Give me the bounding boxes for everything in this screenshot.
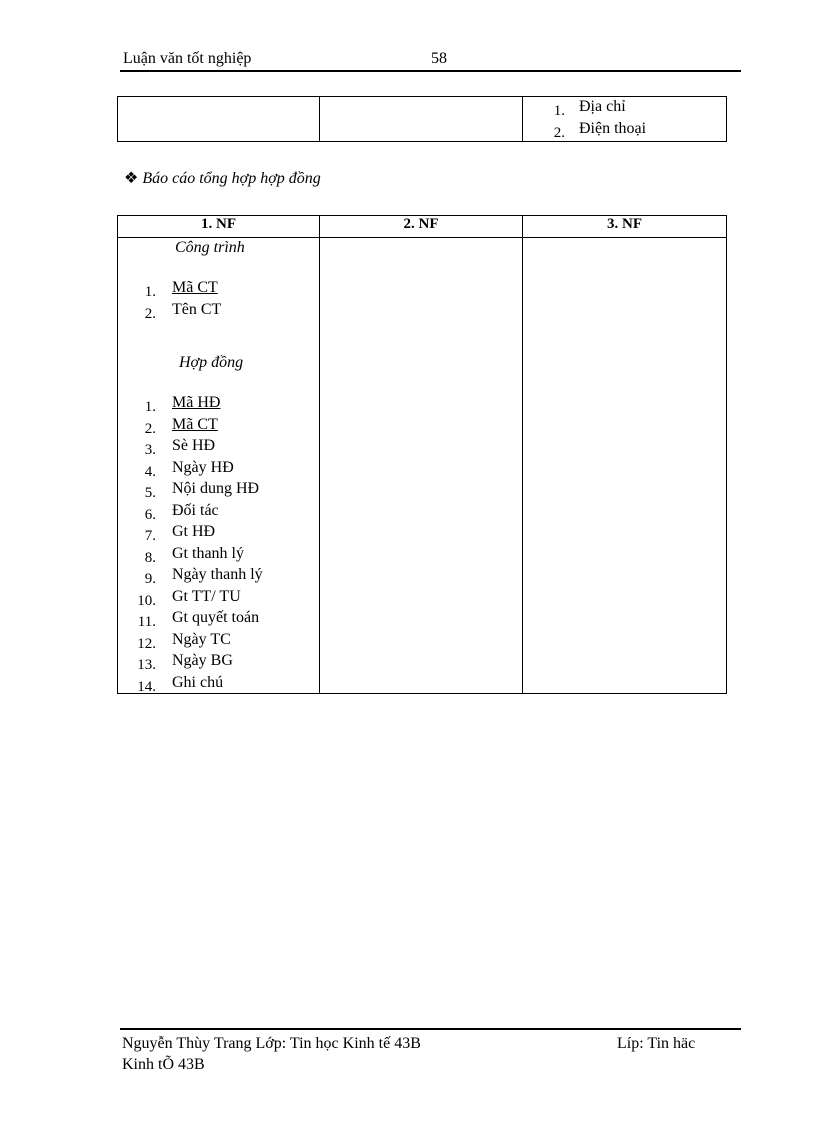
list-item xyxy=(130,480,320,502)
list-text: Đối tác xyxy=(172,501,219,519)
list-number: 9. xyxy=(144,571,156,587)
list-text: Nội dung HĐ xyxy=(172,480,260,497)
column-header-3nf: 3. NF xyxy=(523,216,727,238)
list-number: 13. xyxy=(137,657,156,673)
header-title: Luận văn tốt nghiệp xyxy=(123,50,252,67)
list-item xyxy=(130,301,320,323)
list-item xyxy=(130,652,320,674)
list-item xyxy=(523,120,726,142)
column-header-1nf: 1. NF xyxy=(118,216,320,238)
list-text: Tên CT xyxy=(172,300,222,318)
list-number: 3. xyxy=(144,442,156,458)
cell-3nf xyxy=(523,238,727,694)
list-item xyxy=(130,566,320,588)
list-text: Ghi chú xyxy=(172,673,224,691)
list-number: 8. xyxy=(144,549,156,566)
list-number: 1. xyxy=(144,399,156,415)
list-number: 11. xyxy=(137,614,156,630)
list-item xyxy=(130,416,320,438)
list-item xyxy=(130,502,320,524)
list-number: 2. xyxy=(144,305,156,322)
entity-name-cong-trinh: Công trình xyxy=(175,239,245,256)
header-rule xyxy=(120,70,741,72)
continuation-cell-2 xyxy=(320,97,523,142)
list-text: Mã CT xyxy=(172,279,218,296)
normalization-table xyxy=(117,215,727,694)
list-text: Sè HĐ xyxy=(172,437,216,454)
list-item xyxy=(130,631,320,653)
cell-2nf xyxy=(320,238,523,694)
list-text: Gt HĐ xyxy=(172,523,216,540)
list-item xyxy=(130,279,320,301)
list-number: 2. xyxy=(144,420,156,437)
list-text: Ngày BG xyxy=(172,652,233,669)
footer-author: Nguyễn Thùy Trang Lớp: Tin học Kinh tế 43B xyxy=(122,1035,421,1052)
list-number: 2. xyxy=(553,124,565,141)
list-item xyxy=(130,437,320,459)
list-item xyxy=(130,588,320,610)
list-text: Mã CT xyxy=(172,415,218,433)
cong-trinh-attribute-list xyxy=(130,279,320,322)
list-text: Điện thoại xyxy=(579,119,647,137)
continuation-table xyxy=(117,96,727,142)
page-number: 58 xyxy=(431,50,447,67)
list-number: 4. xyxy=(144,463,156,480)
list-number: 14. xyxy=(137,678,156,695)
continuation-attribute-list xyxy=(523,98,726,141)
continuation-cell-1 xyxy=(118,97,320,142)
section-title xyxy=(124,168,321,188)
list-text: Địa chỉ xyxy=(579,98,626,115)
list-number: 5. xyxy=(144,485,156,501)
hop-dong-attribute-list xyxy=(130,394,320,695)
list-item xyxy=(130,523,320,545)
column-header-2nf: 2. NF xyxy=(320,216,523,238)
continuation-cell-3 xyxy=(523,97,727,142)
cell-1nf xyxy=(118,238,320,694)
entity-name-hop-dong: Hợp đồng xyxy=(179,354,244,371)
list-text: Mã HĐ xyxy=(172,394,221,411)
list-text: Gt thanh lý xyxy=(172,544,244,562)
list-number: 12. xyxy=(137,635,156,652)
footer-rule xyxy=(120,1028,741,1030)
list-item xyxy=(130,459,320,481)
list-number: 7. xyxy=(144,528,156,544)
footer-class-continued: Kinh tÕ 43B xyxy=(122,1056,205,1073)
list-text: Gt TT/ TU xyxy=(172,587,241,605)
list-text: Gt quyết toán xyxy=(172,609,260,626)
list-item xyxy=(130,394,320,416)
list-text: Ngày HĐ xyxy=(172,458,234,476)
list-item xyxy=(130,674,320,696)
list-number: 10. xyxy=(137,592,156,609)
list-text: Ngày thanh lý xyxy=(172,566,263,583)
footer-class: Líp: Tin häc xyxy=(617,1035,696,1052)
list-number: 1. xyxy=(144,284,156,300)
list-item xyxy=(130,609,320,631)
diamond-bullet-icon: ❖ xyxy=(124,170,139,187)
list-item xyxy=(523,98,726,120)
list-number: 1. xyxy=(553,103,565,119)
section-title-text: Báo cáo tổng hợp hợp đồng xyxy=(142,170,321,187)
list-text: Ngày TC xyxy=(172,630,231,648)
list-number: 6. xyxy=(144,506,156,523)
list-item xyxy=(130,545,320,567)
